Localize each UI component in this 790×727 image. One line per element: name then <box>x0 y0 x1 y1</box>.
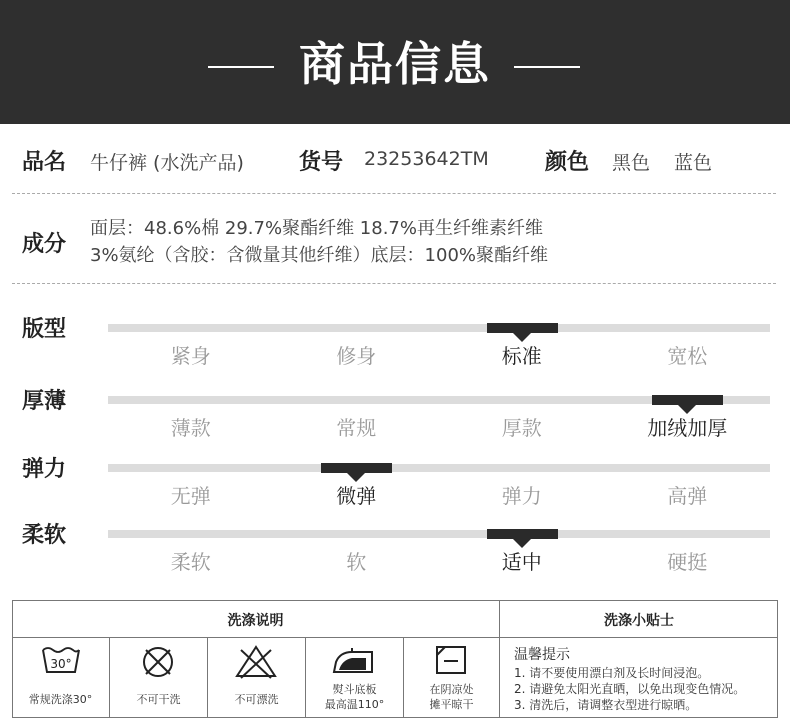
wash-30-icon <box>12 642 109 682</box>
wash-cell <box>12 642 109 707</box>
attribute-label: 厚薄 <box>22 389 67 414</box>
scale-option: 微弹 <box>336 484 377 508</box>
wash-icon-label: 最高温110° <box>324 698 385 711</box>
scale-option: 弹力 <box>501 484 542 508</box>
wash-icon-label: 不可漂洗 <box>234 693 279 706</box>
scale-track <box>108 530 770 538</box>
divider <box>12 193 776 194</box>
wash-instructions-header: 洗涤说明 <box>227 613 284 629</box>
scale-option: 修身 <box>336 344 377 368</box>
scale-option: 高弹 <box>667 484 708 508</box>
tip-item: 3. 清洗后，请调整衣型进行晾晒。 <box>514 698 698 712</box>
attribute-label: 柔软 <box>22 523 67 548</box>
scale-option: 无弹 <box>170 484 211 508</box>
composition-line-1: 面层：48.6%棉 29.7%聚酯纤维 18.7%再生纤维素纤维 <box>90 218 543 239</box>
attribute-label: 弹力 <box>22 457 67 482</box>
scale-marker <box>652 395 723 405</box>
scale-option: 软 <box>346 550 367 574</box>
scale-track <box>108 324 770 332</box>
tip-item: 2. 请避免太阳光直晒，以免出现变色情况。 <box>514 682 746 696</box>
wash-icon-label: 熨斗底板 <box>332 683 377 696</box>
color-value-blue: 蓝色 <box>674 152 713 174</box>
wash-cell <box>110 642 207 707</box>
tips-title: 温馨提示 <box>514 647 570 663</box>
color-value-black: 黑色 <box>612 152 651 174</box>
scale-option: 厚款 <box>501 416 542 440</box>
scale-option: 适中 <box>501 550 542 574</box>
composition-line-2: 3%氨纶（含胶：含微量其他纤维）底层：100%聚酯纤维 <box>90 245 549 266</box>
wash-icon-label: 不可干洗 <box>136 693 181 706</box>
name-label: 品名 <box>22 150 67 175</box>
wash-icon-label: 摊平晾干 <box>429 698 474 711</box>
dry-flat-shade-icon <box>404 642 499 678</box>
wash-cell <box>208 642 305 707</box>
scale-option: 加绒加厚 <box>647 416 728 440</box>
scale-option: 硬挺 <box>667 550 708 574</box>
scale-option: 宽松 <box>667 344 708 368</box>
tip-item: 1. 请不要使用漂白剂及长时间浸泡。 <box>514 666 710 680</box>
color-label: 颜色 <box>545 150 590 175</box>
no-bleach-icon <box>208 642 305 682</box>
wash-icon-label: 常规洗涤30° <box>28 693 93 706</box>
attribute-label: 版型 <box>22 317 67 342</box>
wash-tips-header: 洗涤小贴士 <box>604 613 674 629</box>
wash-cell <box>306 642 403 712</box>
scale-option: 薄款 <box>170 416 211 440</box>
no-dry-clean-icon <box>110 642 207 682</box>
sku-value: 23253642TM <box>364 148 489 170</box>
scale-marker <box>487 323 558 333</box>
scale-option: 标准 <box>501 344 542 368</box>
scale-option: 紧身 <box>170 344 211 368</box>
scale-option: 常规 <box>336 416 377 440</box>
iron-110-icon <box>306 642 403 678</box>
scale-option: 柔软 <box>170 550 211 574</box>
scale-track <box>108 464 770 472</box>
page-title: 商品信息 <box>299 37 491 91</box>
table-divider <box>12 637 778 638</box>
composition-label: 成分 <box>22 232 67 257</box>
sku-label: 货号 <box>299 150 344 175</box>
wash-temp-badge: 30° <box>50 657 72 671</box>
wash-icon-label: 在阴凉处 <box>429 683 474 696</box>
scale-marker <box>487 529 558 539</box>
scale-marker <box>321 463 392 473</box>
name-value: 牛仔裤 (水洗产品) <box>90 152 244 174</box>
divider <box>12 283 776 284</box>
wash-cell <box>404 642 499 712</box>
